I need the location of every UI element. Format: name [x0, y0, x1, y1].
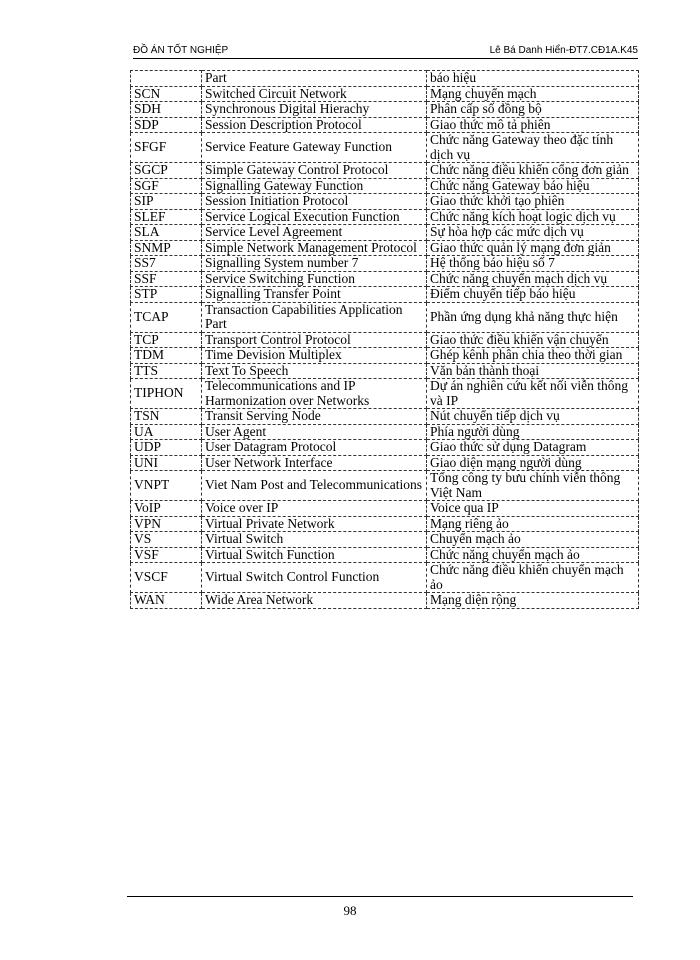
full-name-cell: User Agent: [202, 424, 427, 440]
full-name-cell: User Network Interface: [202, 455, 427, 471]
full-name-cell: Session Initiation Protocol: [202, 194, 427, 210]
table-row: [131, 363, 639, 379]
abbreviation-cell: SFGF: [131, 133, 202, 163]
header-author: Lê Bá Danh Hiển-ĐT7.CĐ1A.K45: [489, 45, 638, 56]
meaning-cell: Hệ thống báo hiệu số 7: [427, 256, 639, 272]
abbreviation-cell: WAN: [131, 593, 202, 609]
table-row: [131, 379, 639, 409]
full-name-cell: Switched Circuit Network: [202, 86, 427, 102]
full-name-cell: Simple Network Management Protocol: [202, 240, 427, 256]
abbreviation-cell: UNI: [131, 455, 202, 471]
page-header: [133, 42, 638, 59]
meaning-cell: Điểm chuyển tiếp báo hiệu: [427, 287, 639, 303]
table-row: [131, 209, 639, 225]
full-name-cell: Wide Area Network: [202, 593, 427, 609]
full-name-cell: Transit Serving Node: [202, 409, 427, 425]
full-name-cell: Session Description Protocol: [202, 117, 427, 133]
full-name-cell: Time Devision Multiplex: [202, 348, 427, 364]
abbreviation-cell: TDM: [131, 348, 202, 364]
table-row: [131, 593, 639, 609]
full-name-cell: Transport Control Protocol: [202, 332, 427, 348]
full-name-cell: Virtual Switch Function: [202, 547, 427, 563]
abbreviation-table: [130, 70, 639, 609]
table-row: [131, 86, 639, 102]
full-name-cell: Voice over IP: [202, 501, 427, 517]
table-row: [131, 117, 639, 133]
meaning-cell: Ghép kênh phân chia theo thời gian: [427, 348, 639, 364]
abbreviation-cell: SSF: [131, 271, 202, 287]
table-row: [131, 240, 639, 256]
full-name-cell: Text To Speech: [202, 363, 427, 379]
table-row: [131, 409, 639, 425]
full-name-cell: Service Feature Gateway Function: [202, 133, 427, 163]
full-name-cell: Virtual Switch Control Function: [202, 563, 427, 593]
meaning-cell: Voice qua IP: [427, 501, 639, 517]
meaning-cell: Phần ứng dụng khả năng thực hiện: [427, 302, 639, 332]
abbreviation-cell: SLA: [131, 225, 202, 241]
abbreviation-cell: TCAP: [131, 302, 202, 332]
abbreviation-cell: SDP: [131, 117, 202, 133]
meaning-cell: Văn bản thành thoại: [427, 363, 639, 379]
abbreviation-table-body: [131, 71, 639, 609]
abbreviation-cell: TCP: [131, 332, 202, 348]
meaning-cell: Dự án nghiên cứu kết nối viễn thông và IP: [427, 379, 639, 409]
abbreviation-cell: SS7: [131, 256, 202, 272]
table-row: [131, 302, 639, 332]
meaning-cell: Giao diện mạng người dùng: [427, 455, 639, 471]
abbreviation-cell: SDH: [131, 102, 202, 118]
table-row: [131, 516, 639, 532]
abbreviation-cell: VPN: [131, 516, 202, 532]
abbreviation-cell: UA: [131, 424, 202, 440]
abbreviation-cell: VNPT: [131, 471, 202, 501]
table-row: [131, 271, 639, 287]
abbreviation-cell: STP: [131, 287, 202, 303]
table-row: [131, 547, 639, 563]
abbreviation-cell: SGCP: [131, 163, 202, 179]
full-name-cell: Viet Nam Post and Telecommunications: [202, 471, 427, 501]
abbreviation-cell: VSF: [131, 547, 202, 563]
full-name-cell: Service Logical Execution Function: [202, 209, 427, 225]
full-name-cell: Virtual Private Network: [202, 516, 427, 532]
full-name-cell: Signalling Transfer Point: [202, 287, 427, 303]
meaning-cell: Mạng chuyển mạch: [427, 86, 639, 102]
full-name-cell: Telecommunications and IP Harmonization over Networks: [202, 379, 427, 409]
meaning-cell: Giao thức điều khiển vận chuyển: [427, 332, 639, 348]
table-row: [131, 102, 639, 118]
meaning-cell: Chức năng điều khiển cổng đơn giản: [427, 163, 639, 179]
abbreviation-cell: SNMP: [131, 240, 202, 256]
meaning-cell: Chuyển mạch ảo: [427, 532, 639, 548]
table-row: [131, 563, 639, 593]
full-name-cell: Simple Gateway Control Protocol: [202, 163, 427, 179]
meaning-cell: Chức năng Gateway theo đặc tính dịch vụ: [427, 133, 639, 163]
full-name-cell: Synchronous Digital Hierachy: [202, 102, 427, 118]
meaning-cell: Giao thức quản lý mạng đơn giản: [427, 240, 639, 256]
abbreviation-cell: TIPHON: [131, 379, 202, 409]
table-row: [131, 178, 639, 194]
meaning-cell: báo hiệu: [427, 71, 639, 87]
table-row: [131, 163, 639, 179]
meaning-cell: Nút chuyển tiếp dịch vụ: [427, 409, 639, 425]
full-name-cell: Service Level Agreement: [202, 225, 427, 241]
table-row: [131, 133, 639, 163]
meaning-cell: Sự hòa hợp các mức dịch vụ: [427, 225, 639, 241]
table-row: [131, 256, 639, 272]
meaning-cell: Giao thức khởi tạo phiên: [427, 194, 639, 210]
meaning-cell: Mạng riêng ảo: [427, 516, 639, 532]
page-number: 98: [343, 903, 357, 918]
full-name-cell: Service Switching Function: [202, 271, 427, 287]
table-row: [131, 348, 639, 364]
footer-divider: [127, 896, 633, 897]
table-row: [131, 440, 639, 456]
abbreviation-cell: SCN: [131, 86, 202, 102]
abbreviation-cell: VS: [131, 532, 202, 548]
table-row: [131, 532, 639, 548]
table-row: [131, 194, 639, 210]
meaning-cell: Phân cấp số đồng bộ: [427, 102, 639, 118]
table-row: [131, 501, 639, 517]
table-row: [131, 424, 639, 440]
meaning-cell: Tổng công ty bưu chính viễn thông Việt Nam: [427, 471, 639, 501]
table-row: [131, 455, 639, 471]
full-name-cell: User Datagram Protocol: [202, 440, 427, 456]
meaning-cell: Chức năng chuyển mạch dịch vụ: [427, 271, 639, 287]
table-row: [131, 71, 639, 87]
table-row: [131, 471, 639, 501]
abbreviation-cell: SIP: [131, 194, 202, 210]
abbreviation-cell: [131, 71, 202, 87]
abbreviation-cell: UDP: [131, 440, 202, 456]
full-name-cell: Signalling System number 7: [202, 256, 427, 272]
meaning-cell: Giao thức mô tả phiên: [427, 117, 639, 133]
meaning-cell: Chức năng kích hoạt logic dịch vụ: [427, 209, 639, 225]
abbreviation-cell: SGF: [131, 178, 202, 194]
table-row: [131, 225, 639, 241]
header-title: ĐỒ ÁN TỐT NGHIỆP: [133, 45, 229, 56]
abbreviation-cell: TSN: [131, 409, 202, 425]
abbreviation-cell: SLEF: [131, 209, 202, 225]
meaning-cell: Chức năng Gateway báo hiệu: [427, 178, 639, 194]
meaning-cell: Chức năng điều khiển chuyển mạch ảo: [427, 563, 639, 593]
full-name-cell: Transaction Capabilities Application Part: [202, 302, 427, 332]
full-name-cell: Virtual Switch: [202, 532, 427, 548]
full-name-cell: Part: [202, 71, 427, 87]
meaning-cell: Mạng diện rộng: [427, 593, 639, 609]
abbreviation-cell: VoIP: [131, 501, 202, 517]
abbreviation-cell: VSCF: [131, 563, 202, 593]
meaning-cell: Chức năng chuyển mạch ảo: [427, 547, 639, 563]
meaning-cell: Giao thức sử dụng Datagram: [427, 440, 639, 456]
table-row: [131, 332, 639, 348]
abbreviation-cell: TTS: [131, 363, 202, 379]
table-row: [131, 287, 639, 303]
meaning-cell: Phía người dùng: [427, 424, 639, 440]
full-name-cell: Signalling Gateway Function: [202, 178, 427, 194]
